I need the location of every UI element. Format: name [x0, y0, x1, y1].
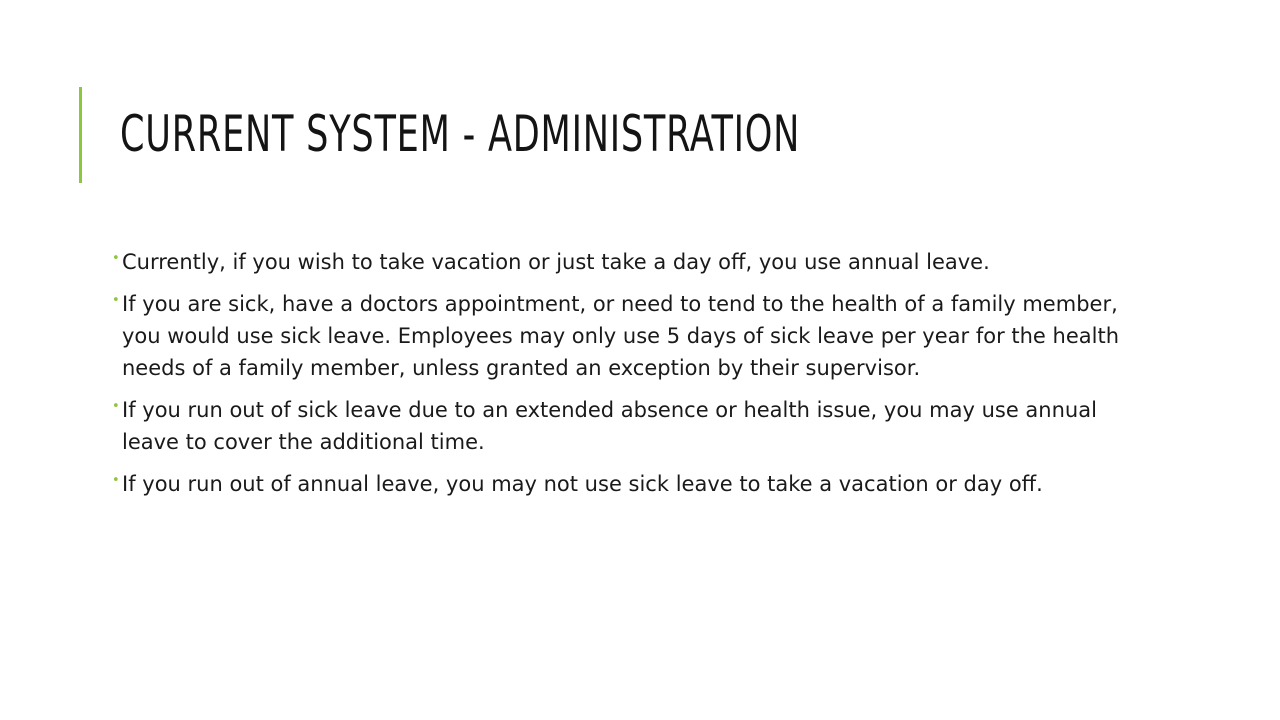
bullet-item — [112, 246, 1132, 278]
bullet-text: If you are sick, have a doctors appointment, or need to tend to the health of a family member, you would use sick leave. Employees may only use 5 days of sick leave per year for the health needs of a family member, unless granted an exception by their supervisor. — [122, 292, 1119, 380]
bullet-text: If you run out of annual leave, you may not use sick leave to take a vacation or day off. — [122, 472, 1043, 496]
bullet-dot-icon: • — [112, 399, 120, 414]
bullet-item — [112, 394, 1132, 458]
slide-title: CURRENT SYSTEM - ADMINISTRATION — [120, 105, 801, 163]
bullet-item — [112, 468, 1132, 500]
title-accent-bar — [79, 87, 82, 183]
bullet-item — [112, 288, 1132, 384]
bullet-dot-icon: • — [112, 293, 120, 308]
bullet-text: Currently, if you wish to take vacation or just take a day off, you use annual leave. — [122, 250, 990, 274]
bullet-text: If you run out of sick leave due to an extended absence or health issue, you may use annual leave to cover the additional time. — [122, 398, 1097, 454]
bullet-list — [112, 246, 1132, 510]
bullet-dot-icon: • — [112, 251, 120, 266]
bullet-dot-icon: • — [112, 473, 120, 488]
